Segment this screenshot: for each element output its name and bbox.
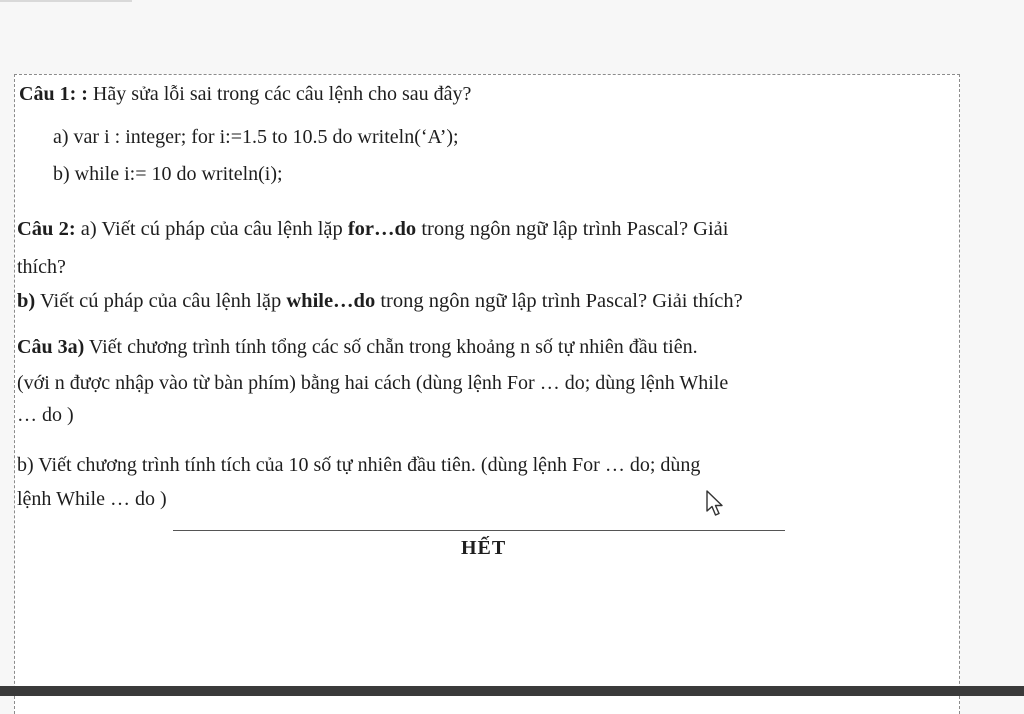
question-1 — [19, 82, 471, 106]
question-2a-continued: thích? — [17, 256, 66, 278]
mouse-pointer-icon — [705, 490, 727, 518]
end-label: HẾT — [461, 537, 507, 559]
end-divider — [173, 530, 785, 531]
question-2b-keyword: while…do — [286, 290, 376, 312]
taskbar — [0, 686, 1024, 696]
question-2a — [17, 217, 728, 241]
question-3a-line-3: … do ) — [17, 404, 74, 426]
question-2b-label: b) — [17, 290, 36, 312]
question-2a-label: a) — [75, 218, 97, 240]
question-2b — [17, 289, 743, 313]
question-2a-text: Viết cú pháp của câu lệnh lặp — [96, 218, 348, 240]
question-1a: a) var i : integer; for i:=1.5 to 10.5 do writeln(‘A’); — [53, 126, 459, 148]
question-1-text: Hãy sửa lỗi sai trong các câu lệnh cho sau đây? — [87, 83, 472, 105]
question-1b: b) while i:= 10 do writeln(i); — [53, 163, 283, 185]
question-3-label: Câu 3a) — [17, 336, 85, 358]
question-2a-keyword: for…do — [347, 218, 417, 240]
question-2-label: Câu 2: — [17, 218, 76, 240]
question-3a-text: Viết chương trình tính tổng các số chẵn trong khoảng n số tự nhiên đầu tiên. — [84, 336, 698, 358]
question-3a-line-2: (với n được nhập vào từ bàn phím) bằng hai cách (dùng lệnh For … do; dùng lệnh While — [17, 372, 729, 394]
question-3b: b) Viết chương trình tính tích của 10 số tự nhiên đầu tiên. (dùng lệnh For … do; dùng — [17, 454, 701, 476]
question-2b-text-end: trong ngôn ngữ lập trình Pascal? Giải thích? — [375, 290, 743, 312]
question-3b-line-2: lệnh While … do ) — [17, 488, 167, 510]
top-rule — [0, 0, 132, 2]
question-2b-text: Viết cú pháp của câu lệnh lặp — [35, 290, 287, 312]
question-3a — [17, 335, 698, 359]
document-page — [14, 74, 960, 714]
question-2a-text-end: trong ngôn ngữ lập trình Pascal? Giải — [416, 218, 729, 240]
question-1-label: Câu 1: : — [19, 83, 88, 105]
